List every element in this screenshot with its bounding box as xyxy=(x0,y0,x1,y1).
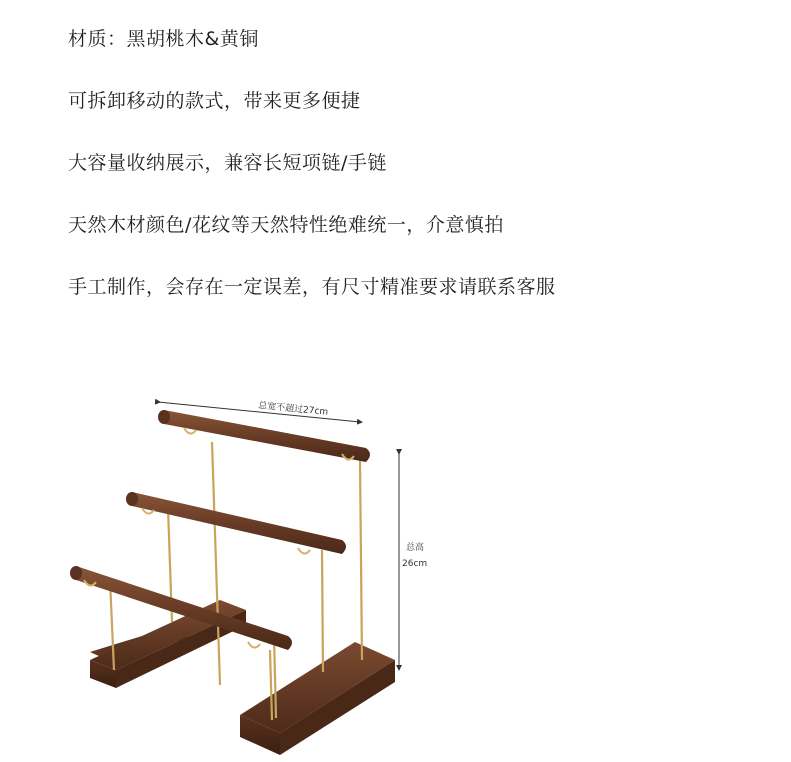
width-dimension-label: 总宽不超过27cm xyxy=(257,401,329,418)
spec-natural-wood: 天然木材颜色/花纹等天然特性绝难统一，介意慎拍 xyxy=(68,214,504,236)
height-dimension-label: 总高 xyxy=(406,543,425,553)
height-dimension-value: 26cm xyxy=(402,559,428,569)
spec-capacity: 大容量收纳展示，兼容长短项链/手链 xyxy=(68,152,387,174)
top-bar xyxy=(158,410,370,462)
spec-detachable: 可拆卸移动的款式，带来更多便捷 xyxy=(68,90,361,112)
product-image xyxy=(60,380,460,762)
spec-list xyxy=(68,22,556,332)
spec-material: 材质：黑胡桃木&黄铜 xyxy=(68,28,259,50)
spec-handmade: 手工制作，会存在一定误差，有尺寸精准要求请联系客服 xyxy=(68,276,556,298)
jewelry-stand-illustration xyxy=(60,380,460,762)
middle-bar xyxy=(126,492,346,554)
right-base xyxy=(240,642,395,755)
